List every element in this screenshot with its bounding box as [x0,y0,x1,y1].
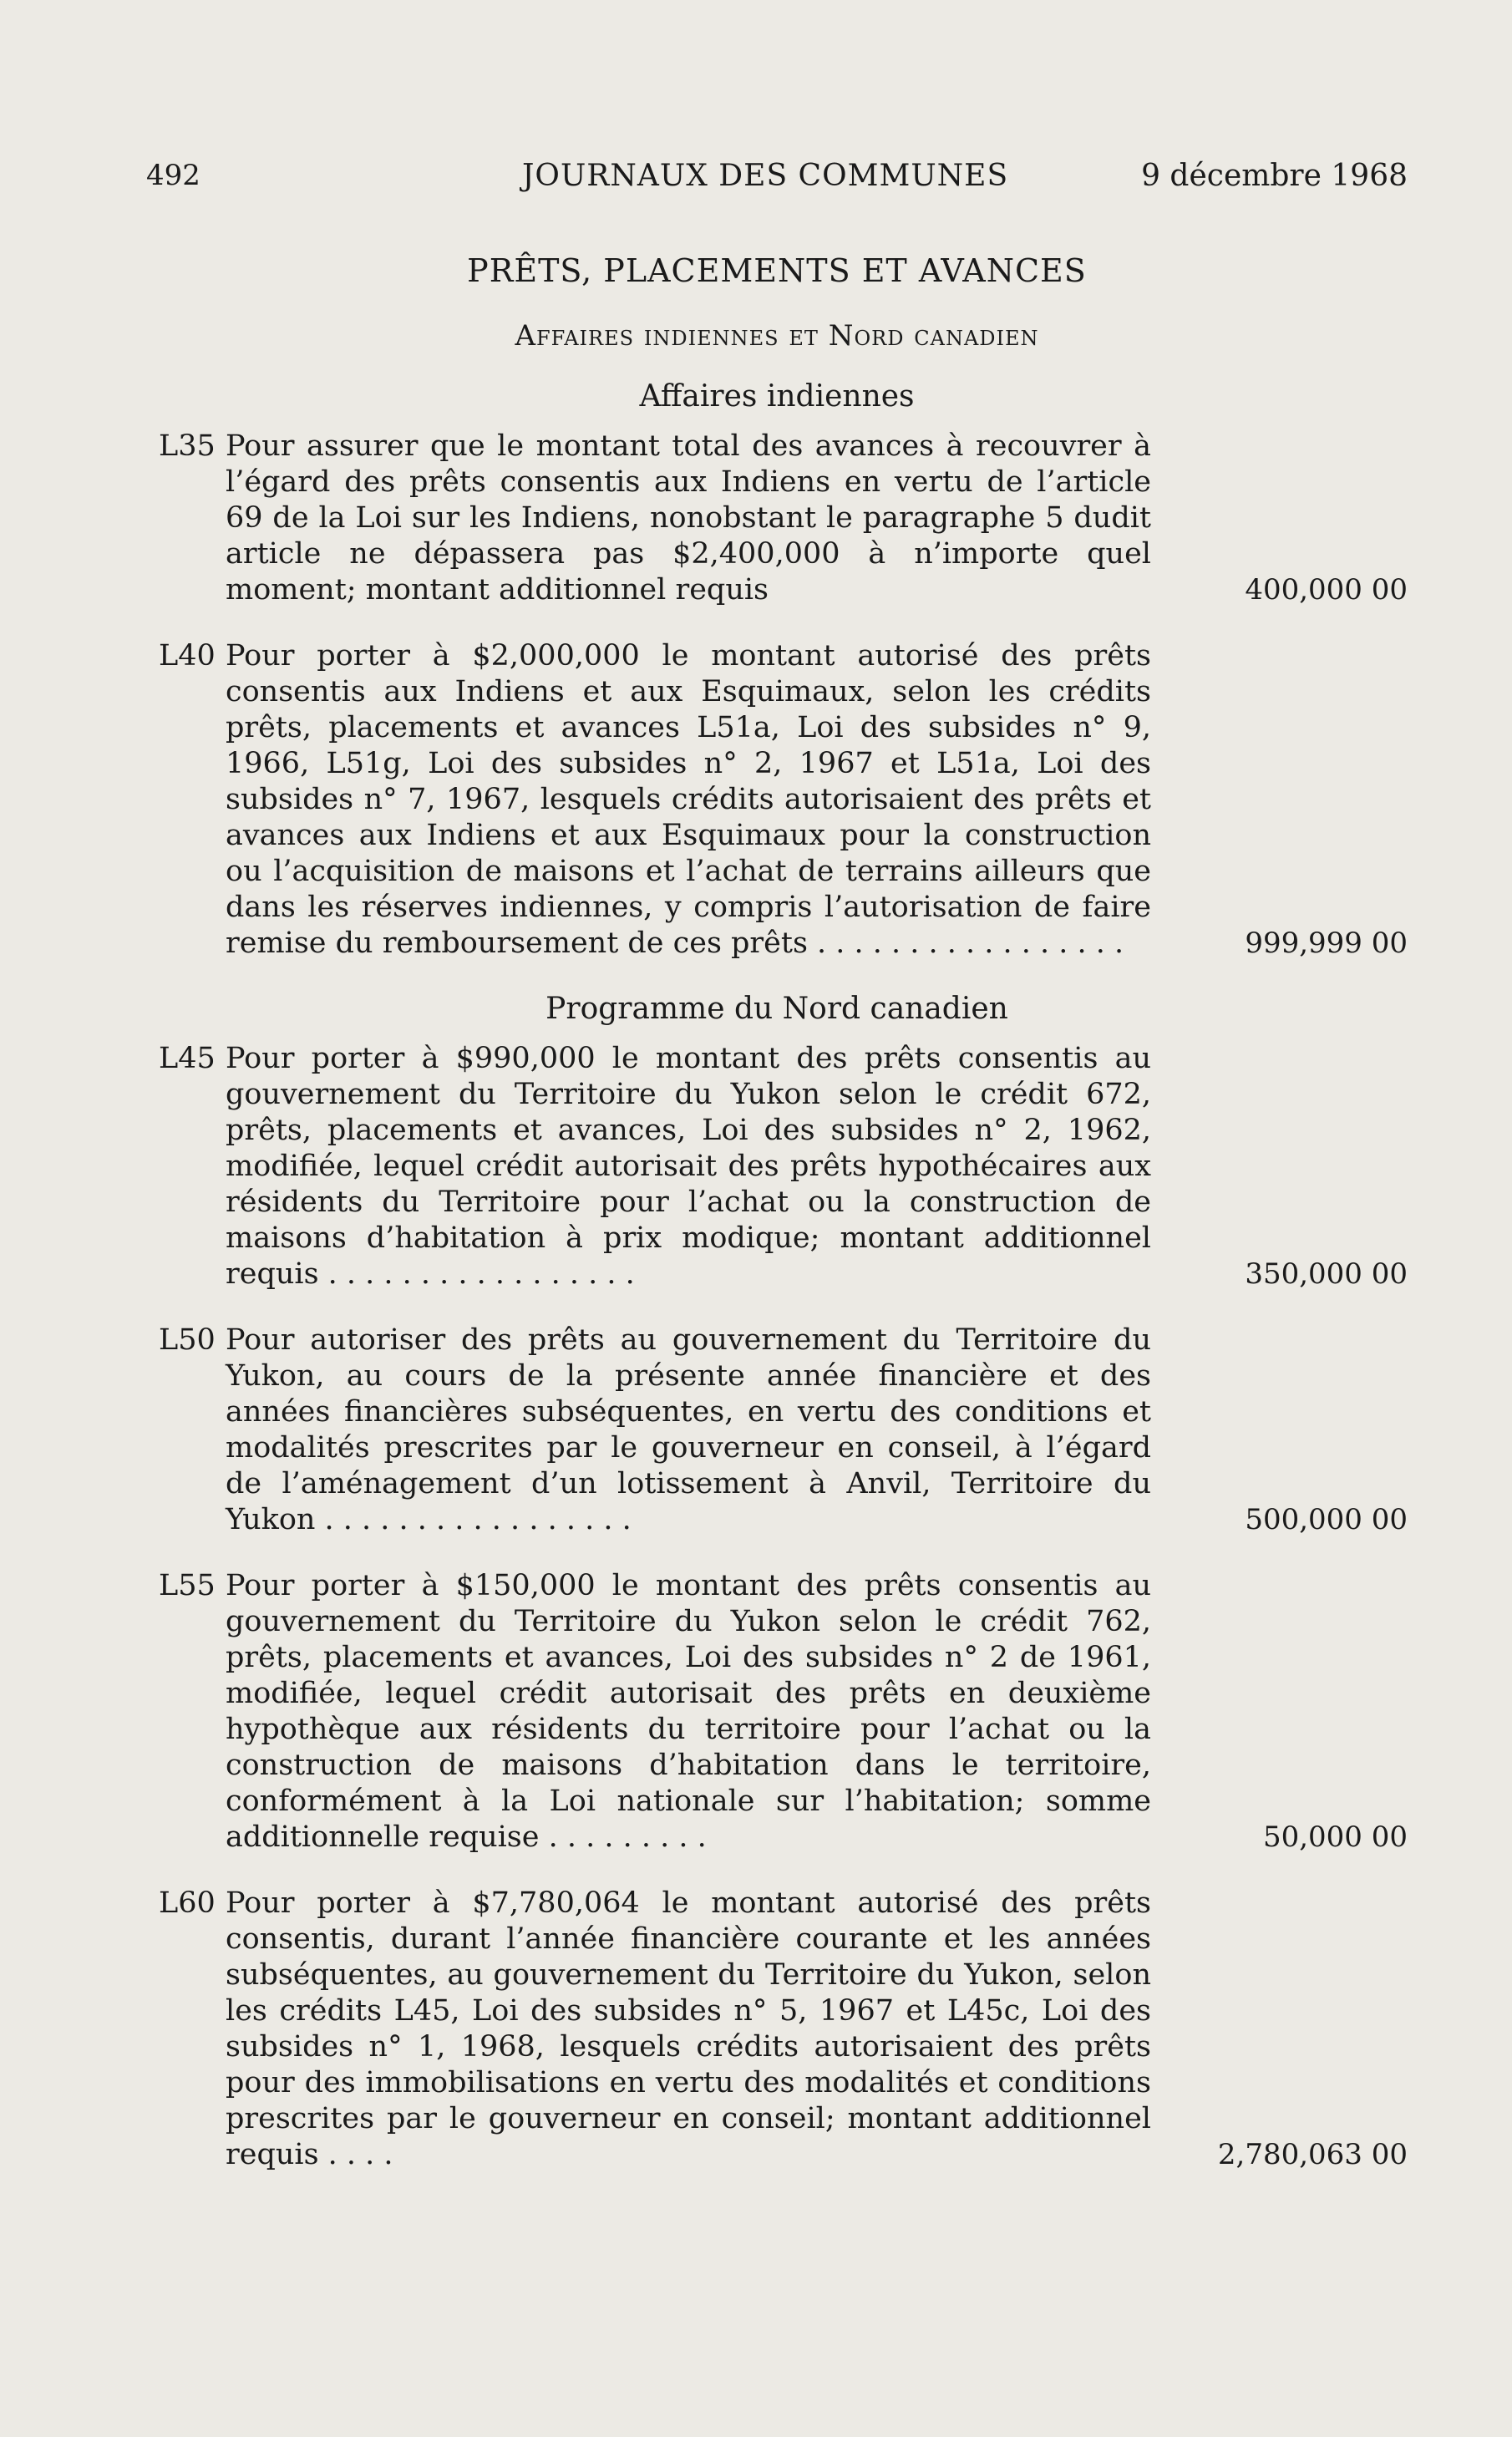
vote-amount: 50,000 00 [1262,1820,1408,1854]
vote-item [146,638,1408,962]
vote-amount: 350,000 00 [1245,1257,1408,1291]
vote-item [146,429,1408,608]
vote-amount: 500,000 00 [1245,1503,1408,1536]
vote-code: L45 [159,1042,216,1075]
vote-code: L55 [159,1569,216,1602]
vote-text: Pour porter à $7,780,064 le montant autorisé des prêts consentis, durant l’année financière courante et les années subséquentes, au gouvernement du Territoire du Yukon, selon les crédits L45, Loi des subsides n° 5, 1967 et L45c, Loi des subsides n° 1, 1968, lesquels crédits autorisaient des prêts pour des immobilisations en vertu des modalités et conditions prescrites par le gouverneur en conseil; montant additionnel requis . . . . [226,1886,1151,2171]
section-heading: Affaires indiennes [639,379,915,414]
vote-amount: 400,000 00 [1245,573,1408,607]
page-number: 492 [146,159,200,192]
department-heading: Affaires indiennes et Nord canadien [515,319,1039,353]
vote-text: Pour porter à $150,000 le montant des prêts consentis au gouvernement du Territoire du Yukon selon le crédit 762, prêts, placements et avances, Loi des subsides n° 2 de 1961, modifiée, lequel crédit autorisait des prêts en deuxième hypothèque aux résidents du territoire pour l’achat ou la construction de maisons d’habitation dans le territoire, conformément à la Loi nationale sur l’habitation; somme additionnelle requise . . . . . . . . . [226,1569,1151,1854]
section-heading: Programme du Nord canadien [545,992,1008,1026]
page-title: PRÊTS, PLACEMENTS ET AVANCES [467,252,1087,289]
journal-title: JOURNAUX DES COMMUNES [522,159,1009,193]
vote-item [146,1323,1408,1538]
vote-text: Pour porter à $990,000 le montant des prêts consentis au gouvernement du Territoire du Yukon selon le crédit 672, prêts, placements et avances, Loi des subsides n° 2, 1962, modifiée, lequel crédit autorisait des prêts hypothécaires aux résidents du Territoire pour l’achat ou la construction de maisons d’habitation à prix modique; montant additionnel requis . . . . . . . . . . . . . . . . . [226,1042,1151,1291]
vote-code: L40 [159,639,216,673]
vote-code: L35 [159,429,216,463]
vote-text: Pour autoriser des prêts au gouvernement du Territoire du Yukon, au cours de la présente année financière et des années financières subséquentes, en vertu des conditions et modalités prescrites par le gouverneur en conseil, à l’égard de l’aménagement d’un lotissement à Anvil, Territoire du Yukon . . . . . . . . . . . . . . . . . [226,1323,1151,1536]
vote-item [146,1041,1408,1292]
vote-amount: 2,780,063 00 [1217,2138,1408,2171]
document-page [146,150,1408,2173]
vote-item [146,1568,1408,1856]
vote-text: Pour assurer que le montant total des avances à recouvrer à l’égard des prêts consentis aux Indiens en vertu de l’article 69 de la Loi sur les Indiens, nonobstant le paragraphe 5 dudit article ne dépassera pas $2,400,000 à n’importe quel moment; montant additionnel requis [226,429,1151,607]
header-date: 9 décembre 1968 [1141,159,1408,193]
vote-code: L50 [159,1323,216,1357]
vote-code: L60 [159,1886,216,1920]
vote-text: Pour porter à $2,000,000 le montant autorisé des prêts consentis aux Indiens et aux Esquimaux, selon les crédits prêts, placements et avances L51a, Loi des subsides n° 9, 1966, L51g, Loi des subsides n° 2, 1967 et L51a, Loi des subsides n° 7, 1967, lesquels crédits autorisaient des prêts et avances aux Indiens et aux Esquimaux pour la construction ou l’acquisition de maisons et l’achat de terrains ailleurs que dans les réserves indiennes, y compris l’autorisation de faire remise du remboursement de ces prêts . . . . . . . . . . . . . . . . . [226,639,1151,960]
vote-amount: 999,999 00 [1245,927,1408,960]
vote-item [146,1886,1408,2173]
page-header [146,150,1408,201]
